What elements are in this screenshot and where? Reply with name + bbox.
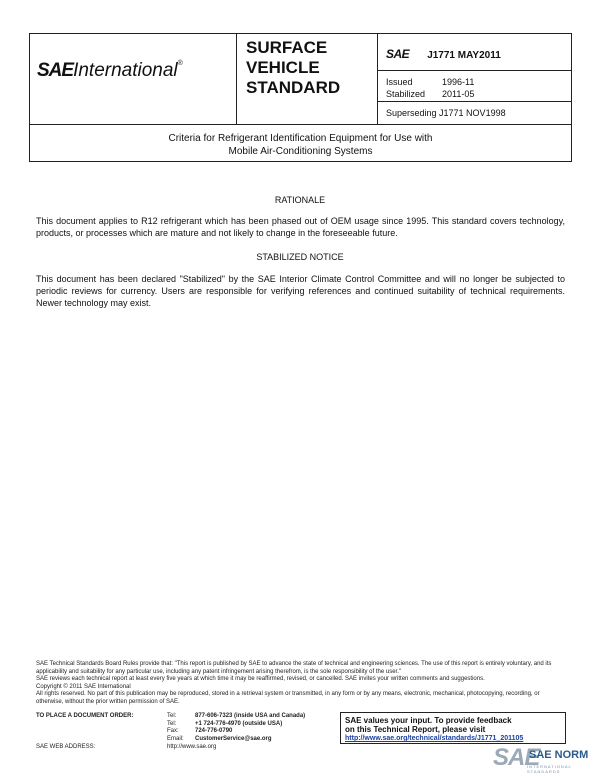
- footer-legal-text: [36, 661, 565, 707]
- watermark-norm-text: SAE NORM: [529, 749, 589, 761]
- stabilized-notice-heading: STABILIZED NOTICE: [256, 252, 344, 262]
- stabilized-value: 2011-05: [442, 89, 475, 99]
- feedback-text: SAE values your input. To provide feedback: [345, 716, 512, 725]
- document-dates: [386, 76, 474, 100]
- issued-label: Issued: [386, 77, 413, 87]
- doctype-line: VEHICLE: [246, 58, 320, 77]
- superseding-note: Superseding J1771 NOV1998: [386, 108, 506, 118]
- contact-row: Tel: +1 724-776-4970 (outside USA): [167, 720, 283, 727]
- web-address-row: [36, 744, 95, 752]
- document-id: [386, 47, 501, 61]
- watermark-subtext: INTERNATIONAL STANDARDS: [527, 764, 572, 774]
- divider-horizontal: [377, 101, 572, 102]
- title-line: Mobile Air-Conditioning Systems: [228, 146, 373, 157]
- contact-row: Tel: 877-606-7323 (inside USA and Canada): [167, 713, 306, 719]
- feedback-link[interactable]: http://www.sae.org/technical/standards/J1771_201105: [345, 735, 524, 742]
- email-link[interactable]: CustomerService@sae.org: [195, 735, 272, 742]
- sae-international-logo: [37, 60, 183, 82]
- divider-vertical: [377, 34, 378, 124]
- logo-trademark: ®: [177, 60, 183, 67]
- issued-value: 1996-11: [442, 77, 475, 87]
- doctype-line: STANDARD: [246, 78, 341, 97]
- header-box: [29, 33, 572, 162]
- review-text: SAE reviews each technical report at least every five years at which time it may be reaffirmed, revised, or cancelled. SAE invites your written comments and suggestions.: [36, 676, 485, 683]
- rights-text: All rights reserved. No part of this publication may be reproduced, stored in a retrieval system or transmitted, in any form or by any means, electronic, mechanical, photocopying, recording, or otherwise, without the prior written permission of SAE.: [36, 691, 540, 705]
- stabilized-notice-paragraph: This document has been declared "Stabilized" by the SAE Interior Climate Control Committee and will no longer be subjected to periodic reviews for currency. Users are responsible for verifying references and continued suitability of technical requirements. Newer technology may exist.: [36, 274, 565, 308]
- document-title: [30, 132, 571, 158]
- contact-row: Email: CustomerService@sae.org: [167, 735, 272, 742]
- logo-international-text: International: [73, 60, 178, 81]
- title-line: Criteria for Refrigerant Identification Equipment for Use with: [168, 133, 433, 144]
- copyright-text: Copyright © 2011 SAE International: [36, 683, 131, 690]
- divider-horizontal: [30, 124, 571, 125]
- sae-norm-watermark: [493, 744, 600, 776]
- document-number: J1771 MAY2011: [427, 50, 501, 61]
- feedback-box: [340, 712, 566, 744]
- web-address-label: SAE WEB ADDRESS:: [36, 744, 96, 750]
- rationale-paragraph: This document applies to R12 refrigerant which has been phased out of OEM usage since 1995. This standard covers technology, products, or processes which are mature and not likely to change in the foreseeable future.: [36, 216, 565, 238]
- order-label: TO PLACE A DOCUMENT ORDER:: [36, 713, 134, 719]
- contact-list: [167, 713, 305, 743]
- rationale-heading: RATIONALE: [274, 195, 326, 205]
- watermark-sae-logo: SAE: [493, 744, 540, 771]
- document-type: [246, 38, 340, 98]
- divider-vertical: [236, 34, 237, 124]
- logo-sae-text: SAE: [37, 60, 74, 81]
- contact-row: Fax: 724-776-0790: [167, 728, 233, 735]
- web-address-value[interactable]: http://www.sae.org: [167, 744, 217, 750]
- doctype-line: SURFACE: [246, 38, 328, 57]
- mini-sae-logo: SAE: [386, 47, 410, 61]
- divider-horizontal: [377, 70, 572, 71]
- feedback-text: on this Technical Report, please visit: [345, 725, 486, 734]
- stabilized-label: Stabilized: [386, 89, 426, 99]
- rules-text: SAE Technical Standards Board Rules provide that: "This report is published by SAE to advance the state of technical and engineering sciences. The use of this report is entirely voluntary, and its applicability and suitability for any particular use, including any patent infringement arising therefrom, is the sole responsibility of the user.": [36, 661, 552, 675]
